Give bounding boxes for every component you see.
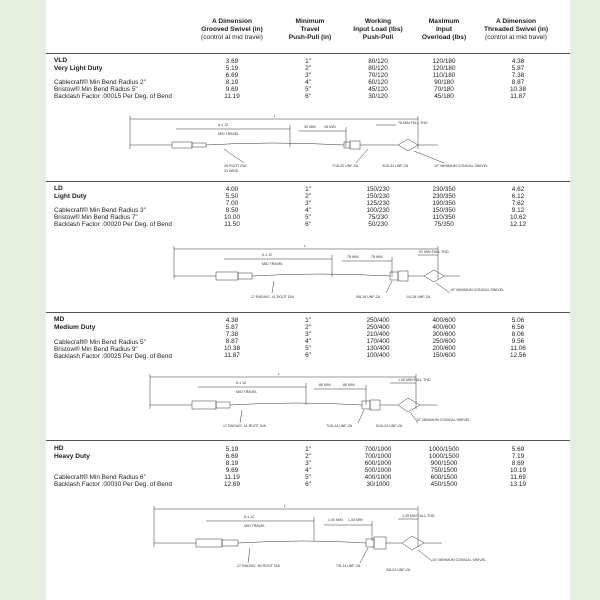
swivel-label: 10° MINIMUM CONICAL SWIVEL [432, 558, 487, 562]
cell: 4" [305, 338, 311, 346]
cell: 5" [305, 214, 311, 222]
col-grooved [210, 446, 254, 489]
cell: 7.00 [225, 200, 239, 208]
cell: 5.50 [225, 193, 239, 201]
section-note: Cablecraft® Min Bend Radius 5" [54, 339, 146, 346]
cell: 600/1500 [430, 474, 458, 482]
length-label: L [304, 244, 306, 248]
spec-sheet [46, 0, 570, 600]
col-grooved [210, 186, 254, 229]
cell: 4" [305, 79, 311, 87]
cell: 2" [305, 65, 311, 73]
col-travel [290, 186, 326, 229]
thread-label: 7/16-14 UNF-2A [326, 424, 353, 428]
section-code: VLD [54, 57, 68, 64]
cell: 30/120 [368, 93, 388, 101]
cell: 9.69 [225, 86, 239, 94]
cell: 900/1500 [430, 460, 458, 468]
section-hd [46, 440, 570, 599]
cell: 150/350 [432, 207, 456, 215]
cell: 300/600 [432, 331, 456, 339]
cell: 11.50 [224, 221, 240, 229]
section-md [46, 312, 570, 437]
diagram-svg [46, 369, 570, 435]
root-dia-label: .17 RADIUS .41 ROOT DIA [250, 295, 294, 299]
cell: 150/600 [432, 352, 456, 360]
length-label: L [278, 372, 280, 376]
section-note: Bristow® Min Bend Radius 9" [54, 346, 138, 353]
cell: 250/400 [366, 317, 390, 324]
section-name: Heavy Duty [54, 452, 90, 460]
cell: 10.62 [510, 214, 526, 222]
cell: 230/350 [432, 193, 456, 201]
cell: 700/1000 [364, 453, 392, 461]
section-code: MD [54, 316, 65, 323]
col-travel [290, 446, 326, 489]
section-note: Backlash Factor .00025 Per Deg. of Bend [54, 353, 172, 360]
cell: 110/180 [432, 72, 456, 80]
section-name: Medium Duty [54, 323, 96, 331]
cable-diagram-vld [46, 111, 570, 177]
cable-diagram-ld [46, 241, 570, 307]
dim1-label: 1.00 MIN [328, 518, 343, 522]
diagram-svg [46, 111, 570, 177]
cell: 750/1500 [430, 467, 458, 475]
section-code: HD [54, 445, 64, 452]
cell: 3" [305, 72, 311, 80]
cell: 5.87 [511, 65, 525, 73]
section-vld [46, 53, 570, 179]
swivel-label: 10° MINIMUM CONICAL SWIVEL [416, 418, 471, 422]
thread-label: 1/4-28 UNF-2A [406, 295, 431, 299]
cell: 4.62 [511, 186, 525, 193]
root-dia-label: .17 RADIUS .50 ROOT DIA [236, 564, 280, 568]
col-grooved [210, 317, 254, 360]
cell: 5" [305, 86, 311, 94]
cable-diagram-md [46, 369, 570, 435]
cell: 400/600 [432, 324, 456, 332]
cell: 4" [305, 207, 311, 215]
thread-label: 5/16-24 UNF-2A [376, 424, 403, 428]
cell: 1000/1500 [428, 446, 460, 453]
cell: 6" [305, 481, 311, 489]
cell: 6.69 [225, 72, 239, 80]
root-dia-label: .17 RADIUS .41 ROOT DIA [222, 424, 266, 428]
section-note: Cablecraft® Min Bend Radius 6" [54, 474, 146, 481]
header-line: Overload (lbs) [421, 34, 467, 42]
header-line: Push-Pull (in) [288, 34, 332, 42]
section-code: LD [54, 185, 63, 192]
cell: 9.69 [225, 467, 239, 475]
section-name: Light Duty [54, 192, 87, 200]
cell: 60/120 [368, 79, 388, 87]
mid-travel-label: MID TRAVEL [236, 390, 258, 394]
cell: 8.19 [225, 460, 239, 468]
cell: 80/120 [368, 58, 388, 65]
a-dim-label: A ± 12 [236, 381, 247, 385]
swivel-label: 10° MINIMUM CONICAL SWIVEL [434, 164, 489, 168]
cell: 8.87 [225, 338, 239, 346]
cell: 1" [305, 58, 311, 65]
thread-label: 3/8-24 UNF-2A [386, 568, 411, 572]
full-thread-label: 1.25 MIN FULL THD [402, 514, 435, 518]
cell: 5.06 [511, 317, 525, 324]
cell: 12.12 [510, 221, 526, 229]
cell: 3.69 [225, 58, 239, 65]
cell: 80/120 [368, 65, 388, 73]
col-grooved [210, 58, 254, 101]
cell: 11.19 [224, 93, 240, 101]
cell: 7.38 [225, 331, 239, 339]
cell: 8.50 [225, 207, 239, 215]
col-travel [290, 58, 326, 101]
cell: 12.56 [510, 352, 526, 360]
cell: 10.38 [510, 86, 526, 94]
cell: 11.87 [224, 352, 240, 360]
cell: 11.69 [510, 474, 526, 482]
header-line: Travel [300, 26, 320, 34]
section-note: Backlash Factor .00015 Per Deg. of Bend [54, 93, 172, 100]
cell: 30/1000 [366, 481, 390, 489]
dim1-label: .88 MIN [318, 383, 331, 387]
col-threaded [496, 446, 540, 489]
header-grooved-swivel [180, 18, 284, 43]
section-note: Bristow® Min Bend Radius 5" [54, 86, 138, 93]
cell: 200/600 [432, 345, 456, 353]
col-maximum [416, 186, 472, 229]
header-line: Minimum [295, 18, 325, 25]
a-dim-label: A ± 12 [244, 515, 255, 519]
section-ld [46, 181, 570, 310]
cell: 3" [305, 460, 311, 468]
cell: 250/400 [366, 324, 390, 332]
cell: 9.12 [511, 207, 525, 215]
cell: 5.87 [225, 324, 239, 332]
dim2-label: 26 MIN [324, 125, 336, 129]
thread-label: 7/16-20 UNF-2A [332, 164, 359, 168]
cell: 4" [305, 467, 311, 475]
cell: 12.69 [224, 481, 240, 489]
dim2-label: .88 MIN [342, 383, 355, 387]
cell: 2" [305, 324, 311, 332]
mid-travel-label: MID TRAVEL [262, 262, 284, 266]
dim1-label: .75 MIN [346, 255, 359, 259]
cell: 70/180 [434, 86, 454, 94]
cell: 150/230 [366, 193, 390, 201]
cell: 230/350 [432, 186, 456, 193]
cell: 5" [305, 345, 311, 353]
root-dia-label: 26 ROOT DIA [224, 164, 247, 168]
cell: 190/350 [432, 200, 456, 208]
length-label: L [284, 504, 286, 508]
cell: 11.06 [510, 345, 526, 353]
col-threaded [496, 186, 540, 229]
cell: 5.69 [511, 446, 525, 453]
thread-label: 7/8-14 UNF-2A [336, 564, 361, 568]
header-line: Input Load (lbs) [353, 26, 403, 34]
col-working [350, 58, 406, 101]
length-label: L [274, 114, 276, 118]
cell: 6.56 [511, 324, 525, 332]
swivel-label: 10° MINIMUM CONICAL SWIVEL [450, 288, 505, 292]
cell: 8.87 [511, 79, 525, 87]
cell: 3" [305, 200, 311, 208]
section-note: Bristow® Min Bend Radius 7" [54, 214, 138, 221]
header-line: Working [364, 18, 392, 25]
section-note: Backlash Factor .00030 Per Deg. of Bend [54, 481, 172, 488]
cell: 1" [305, 317, 311, 324]
thread-label: 5/8-18 UNF-2A [356, 295, 381, 299]
cell: 6.69 [225, 453, 239, 461]
cell: 75/230 [368, 214, 388, 222]
mid-travel-label: MID TRAVEL [244, 524, 266, 528]
header-line: Input [435, 26, 453, 34]
dim2-label: .75 MIN [370, 255, 383, 259]
cell: 10.19 [510, 467, 526, 475]
cell: 130/400 [366, 345, 390, 353]
cell: 8.06 [511, 331, 525, 339]
cell: 75/350 [434, 221, 454, 229]
cell: 50/230 [368, 221, 388, 229]
cell: 5.19 [225, 446, 239, 453]
col-threaded [496, 58, 540, 101]
drawing [150, 374, 438, 423]
col-maximum [416, 446, 472, 489]
cell: 4.38 [511, 58, 525, 65]
cell: 6" [305, 93, 311, 101]
cell: 6" [305, 221, 311, 229]
cell: 70/120 [368, 72, 388, 80]
cell: 100/400 [366, 352, 390, 360]
cell: 11.87 [510, 93, 526, 101]
full-thread-label: 76 MIN FULL THD [398, 121, 428, 125]
cell: 2" [305, 193, 311, 201]
cell: 45/120 [368, 86, 388, 94]
cell: 5.19 [225, 65, 239, 73]
cell: 150/230 [366, 186, 390, 193]
thread-label: 3/10-32 UNF-2A [382, 164, 409, 168]
drawing [130, 116, 444, 163]
cell: 8.69 [511, 460, 525, 468]
diagram-svg [46, 241, 570, 307]
section-name: Very Light Duty [54, 64, 103, 72]
cell: 600/1000 [364, 460, 392, 468]
cell: 100/230 [366, 207, 390, 215]
col-maximum [416, 317, 472, 360]
diagram-svg [46, 499, 570, 579]
cell: 9.56 [511, 338, 525, 346]
col-threaded [496, 317, 540, 360]
header-threaded-swivel [462, 18, 570, 43]
cell: 210/400 [366, 331, 390, 339]
section-note: Backlash Factor .00020 Per Deg. of Bend [54, 221, 172, 228]
cell: 6" [305, 352, 311, 360]
cell: 6.12 [511, 193, 525, 201]
mid-travel-label: MID TRAVEL [218, 132, 240, 136]
col-working [350, 317, 406, 360]
cell: 400/1000 [364, 474, 392, 482]
cell: 125/230 [366, 200, 390, 208]
cell: 170/400 [366, 338, 390, 346]
cell: 4.00 [225, 186, 239, 193]
cell: 400/600 [432, 317, 456, 324]
col-working [350, 186, 406, 229]
section-note: Cablecraft® Min Bend Radius 2" [54, 79, 146, 86]
cell: 3" [305, 331, 311, 339]
cell: 120/180 [432, 58, 456, 65]
header-line: Maximum [428, 18, 460, 25]
cell: 7.62 [511, 200, 525, 208]
col-travel [290, 317, 326, 360]
cell: 11.19 [224, 474, 240, 482]
header-line: A Dimension [495, 18, 537, 25]
cell: 1" [305, 186, 311, 193]
cell: 13.19 [510, 481, 526, 489]
cell: 7.38 [511, 72, 525, 80]
cell: 8.19 [225, 79, 239, 87]
dim1-label: 30 MIN [304, 125, 316, 129]
header-line: Grooved Swivel (in) [201, 26, 263, 34]
header-line: (control at mid travel) [201, 34, 263, 42]
cell: 45/180 [434, 93, 454, 101]
column-headers [46, 18, 570, 52]
header-line: Threaded Swivel (in) [483, 26, 549, 34]
header-line: A Dimension [211, 18, 253, 25]
cell: 700/1000 [364, 446, 392, 453]
cable-diagram-hd [46, 499, 570, 579]
full-thread-label: 1.06 MIN FULL THD [398, 378, 431, 382]
cell: 2" [305, 453, 311, 461]
col-working [350, 446, 406, 489]
cell: 110/350 [432, 214, 456, 222]
drawing [154, 506, 442, 563]
cell: 10.00 [224, 214, 240, 222]
cell: 1000/1500 [428, 453, 460, 461]
dim2-label: 1.00 MIN [348, 518, 363, 522]
cell: 1" [305, 446, 311, 453]
cell: 250/600 [432, 338, 456, 346]
cell: 450/1500 [430, 481, 458, 489]
cell: 10.38 [224, 345, 240, 353]
header-min-travel [279, 18, 341, 43]
cell: 5" [305, 474, 311, 482]
header-line: Push-Pull [362, 34, 394, 42]
cell: 500/1000 [364, 467, 392, 475]
col-maximum [416, 58, 472, 101]
header-line: (control at mid travel) [485, 34, 547, 42]
cell: 7.19 [511, 453, 525, 461]
cell: 120/180 [432, 65, 456, 73]
a-dim-label: A ± 12 [218, 123, 229, 127]
a-dim-label: A ± 12 [262, 253, 273, 257]
cell: 4.38 [225, 317, 239, 324]
section-note: Cablecraft® Min Bend Radius 3" [54, 207, 146, 214]
full-thread-label: .91 MIN FULL THD [418, 250, 449, 254]
wide-label: 23 WIDE [224, 169, 239, 173]
cell: 90/180 [434, 79, 454, 87]
